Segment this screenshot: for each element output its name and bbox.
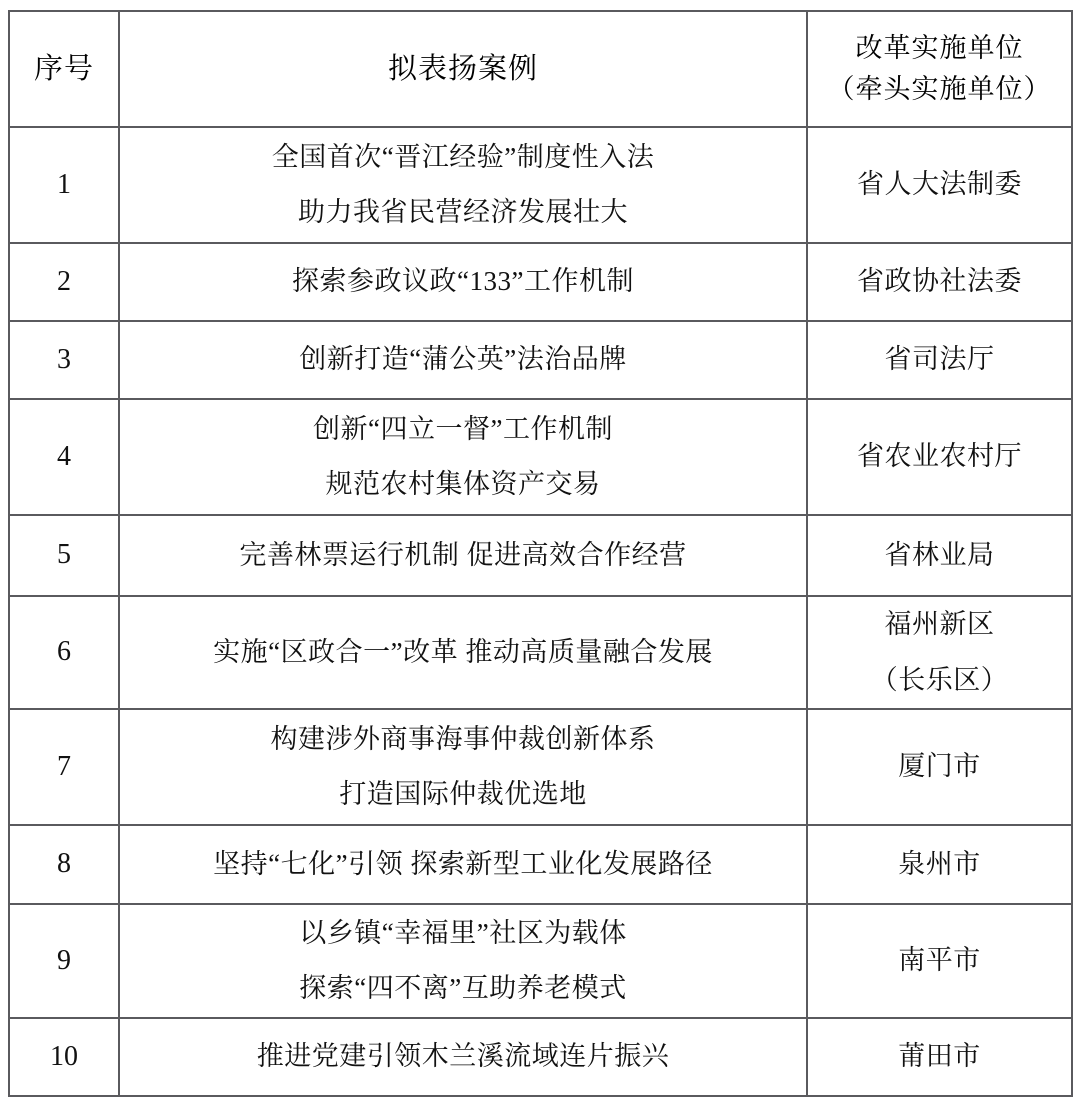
row-index: 1 <box>9 127 119 243</box>
row-unit <box>807 904 1072 1018</box>
column-header-unit-line-2: （牵头实施单位） <box>827 74 1052 104</box>
table-row <box>9 127 1072 243</box>
unit-line: （长乐区） <box>870 664 1009 695</box>
row-case <box>119 709 807 825</box>
case-line: 规范农村集体资产交易 <box>325 469 601 499</box>
table-body <box>9 127 1072 1096</box>
case-line: 助力我省民营经济发展壮大 <box>298 197 628 227</box>
row-index: 9 <box>9 904 119 1018</box>
row-index: 3 <box>9 321 119 399</box>
case-line: 推进党建引领木兰溪流域连片振兴 <box>256 1041 670 1072</box>
row-unit <box>807 321 1072 399</box>
row-index: 7 <box>9 709 119 825</box>
row-unit <box>807 127 1072 243</box>
case-line: 构建涉外商事海事仲裁创新体系 <box>270 723 656 754</box>
row-index: 2 <box>9 243 119 321</box>
row-unit <box>807 399 1072 515</box>
case-line: 实施“区政合一”改革 推动高质量融合发展 <box>213 636 713 667</box>
row-unit <box>807 515 1072 596</box>
case-line: 以乡镇“幸福里”社区为载体 <box>299 917 627 948</box>
unit-line: 省林业局 <box>884 539 995 570</box>
row-unit <box>807 596 1072 709</box>
row-case <box>119 596 807 709</box>
row-index: 4 <box>9 399 119 515</box>
table-row <box>9 243 1072 321</box>
case-line: 坚持“七化”引领 探索新型工业化发展路径 <box>213 848 713 879</box>
unit-line: 省政协社法委 <box>857 266 1022 297</box>
table-header-row <box>9 11 1072 127</box>
row-case <box>119 399 807 515</box>
unit-line: 省司法厅 <box>884 344 995 375</box>
unit-line: 福州新区 <box>884 609 995 640</box>
row-unit <box>807 709 1072 825</box>
column-header-unit <box>807 11 1072 127</box>
row-case <box>119 515 807 596</box>
row-unit <box>807 243 1072 321</box>
row-case <box>119 321 807 399</box>
row-case <box>119 127 807 243</box>
case-line: 全国首次“晋江经验”制度性入法 <box>271 141 655 172</box>
table-row <box>9 1018 1072 1096</box>
table-header <box>9 11 1072 127</box>
table-row <box>9 515 1072 596</box>
row-case <box>119 243 807 321</box>
table-row <box>9 709 1072 825</box>
table-row <box>9 399 1072 515</box>
row-index: 8 <box>9 825 119 904</box>
table-row <box>9 321 1072 399</box>
case-line: 创新打造“蒲公英”法治品牌 <box>299 344 627 375</box>
case-line: 创新“四立一督”工作机制 <box>313 413 613 444</box>
unit-line: 省人大法制委 <box>857 169 1022 200</box>
row-index: 6 <box>9 596 119 709</box>
unit-line: 南平市 <box>898 945 981 976</box>
unit-line: 泉州市 <box>898 848 981 879</box>
case-line: 打造国际仲裁优选地 <box>339 779 587 809</box>
unit-line: 莆田市 <box>898 1041 981 1072</box>
unit-line: 省农业农村厅 <box>857 441 1022 472</box>
table-row <box>9 825 1072 904</box>
award-cases-table <box>8 10 1073 1097</box>
row-index: 5 <box>9 515 119 596</box>
unit-line: 厦门市 <box>898 751 981 782</box>
row-case <box>119 904 807 1018</box>
row-case <box>119 1018 807 1096</box>
case-line: 探索参政议政“133”工作机制 <box>292 266 634 297</box>
table-row <box>9 904 1072 1018</box>
column-header-unit-line-1: 改革实施单位 <box>855 32 1024 63</box>
case-line: 完善林票运行机制 促进高效合作经营 <box>239 539 687 570</box>
row-case <box>119 825 807 904</box>
case-line: 探索“四不离”互助养老模式 <box>299 973 627 1003</box>
row-index: 10 <box>9 1018 119 1096</box>
table-row <box>9 596 1072 709</box>
row-unit <box>807 825 1072 904</box>
row-unit <box>807 1018 1072 1096</box>
column-header-index: 序号 <box>9 11 119 127</box>
column-header-case: 拟表扬案例 <box>119 11 807 127</box>
